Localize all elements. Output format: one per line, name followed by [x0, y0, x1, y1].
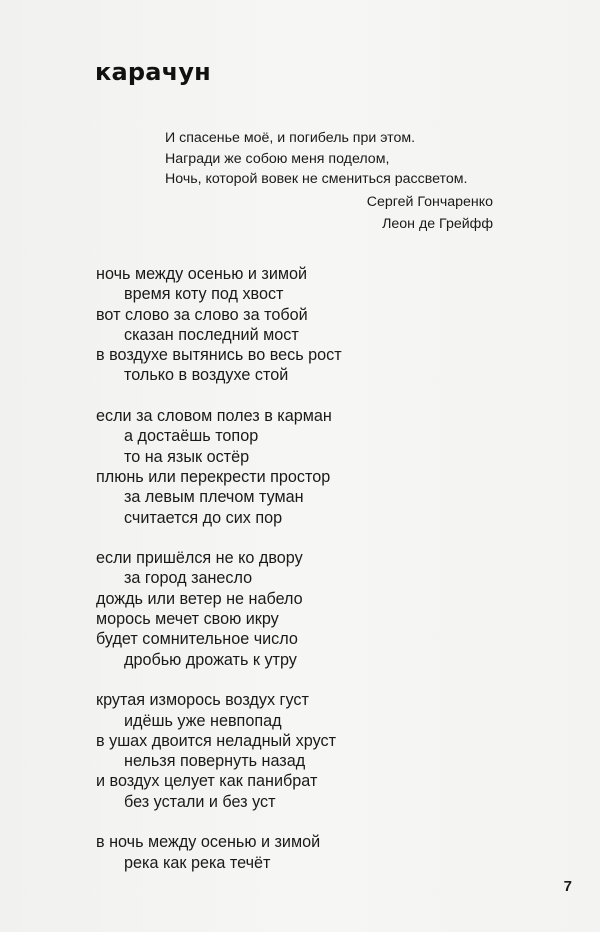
poem-line: крутая изморось воздух густ: [96, 691, 309, 710]
stanza: [96, 548, 536, 670]
epigraph-line: И спасенье моё, и погибель при этом.: [165, 130, 416, 146]
epigraph-author: Сергей Гончаренко: [366, 194, 493, 210]
poem-line: за левым плечом туман: [124, 488, 304, 507]
poem-line: морось мечет свою икру: [96, 610, 279, 629]
page-number: 7: [563, 878, 572, 895]
stanza: [96, 832, 536, 873]
poem-line: нельзя повернуть назад: [124, 752, 306, 771]
poem-body: [96, 264, 536, 893]
stanza: [96, 406, 536, 528]
poem-line: без устали и без уст: [124, 792, 276, 811]
poem-line: а достаёшь топор: [124, 427, 259, 446]
poem-line: дробью дрожать к утру: [124, 650, 297, 669]
poem-line: в ушах двоится неладный хруст: [96, 731, 337, 750]
poem-line: считается до сих пор: [124, 508, 283, 527]
poem-line: река как река течёт: [124, 853, 271, 872]
epigraph-line: Ночь, которой вовек не смениться рассветом.: [165, 171, 468, 187]
epigraph-line: Награди же собою меня поделом,: [165, 150, 390, 167]
poem-line: только в воздухе стой: [124, 366, 289, 385]
stanza: [96, 264, 536, 386]
epigraph: [165, 128, 495, 190]
poem-line: вот слово за слово за тобой: [96, 305, 308, 324]
poem-line: если за словом полез в карман: [96, 407, 332, 426]
poem-line: дождь или ветер не набело: [96, 589, 303, 608]
poem-line: то на язык остёр: [124, 447, 250, 466]
poem-line: за город занесло: [124, 569, 253, 588]
poem-line: и воздух целует как панибрат: [96, 772, 318, 791]
epigraph-author: Леон де Грейфф: [382, 216, 493, 232]
poem-line: время коту под хвост: [124, 285, 284, 304]
poem-line: ночь между осенью и зимой: [96, 265, 308, 283]
poem-title: карачун: [95, 58, 211, 86]
poem-line: в ночь между осенью и зимой: [96, 833, 321, 852]
stanza: [96, 690, 536, 812]
epigraph-authors: [367, 191, 493, 235]
poem-line: сказан последний мост: [124, 325, 299, 344]
poem-line: если пришёлся не ко двору: [96, 549, 303, 568]
poem-line: в воздухе вытянись во весь рост: [96, 346, 342, 365]
poem-line: плюнь или перекрести простор: [96, 467, 331, 486]
poem-line: идёшь уже невпопад: [124, 711, 282, 730]
poem-line: будет сомнительное число: [96, 630, 298, 649]
